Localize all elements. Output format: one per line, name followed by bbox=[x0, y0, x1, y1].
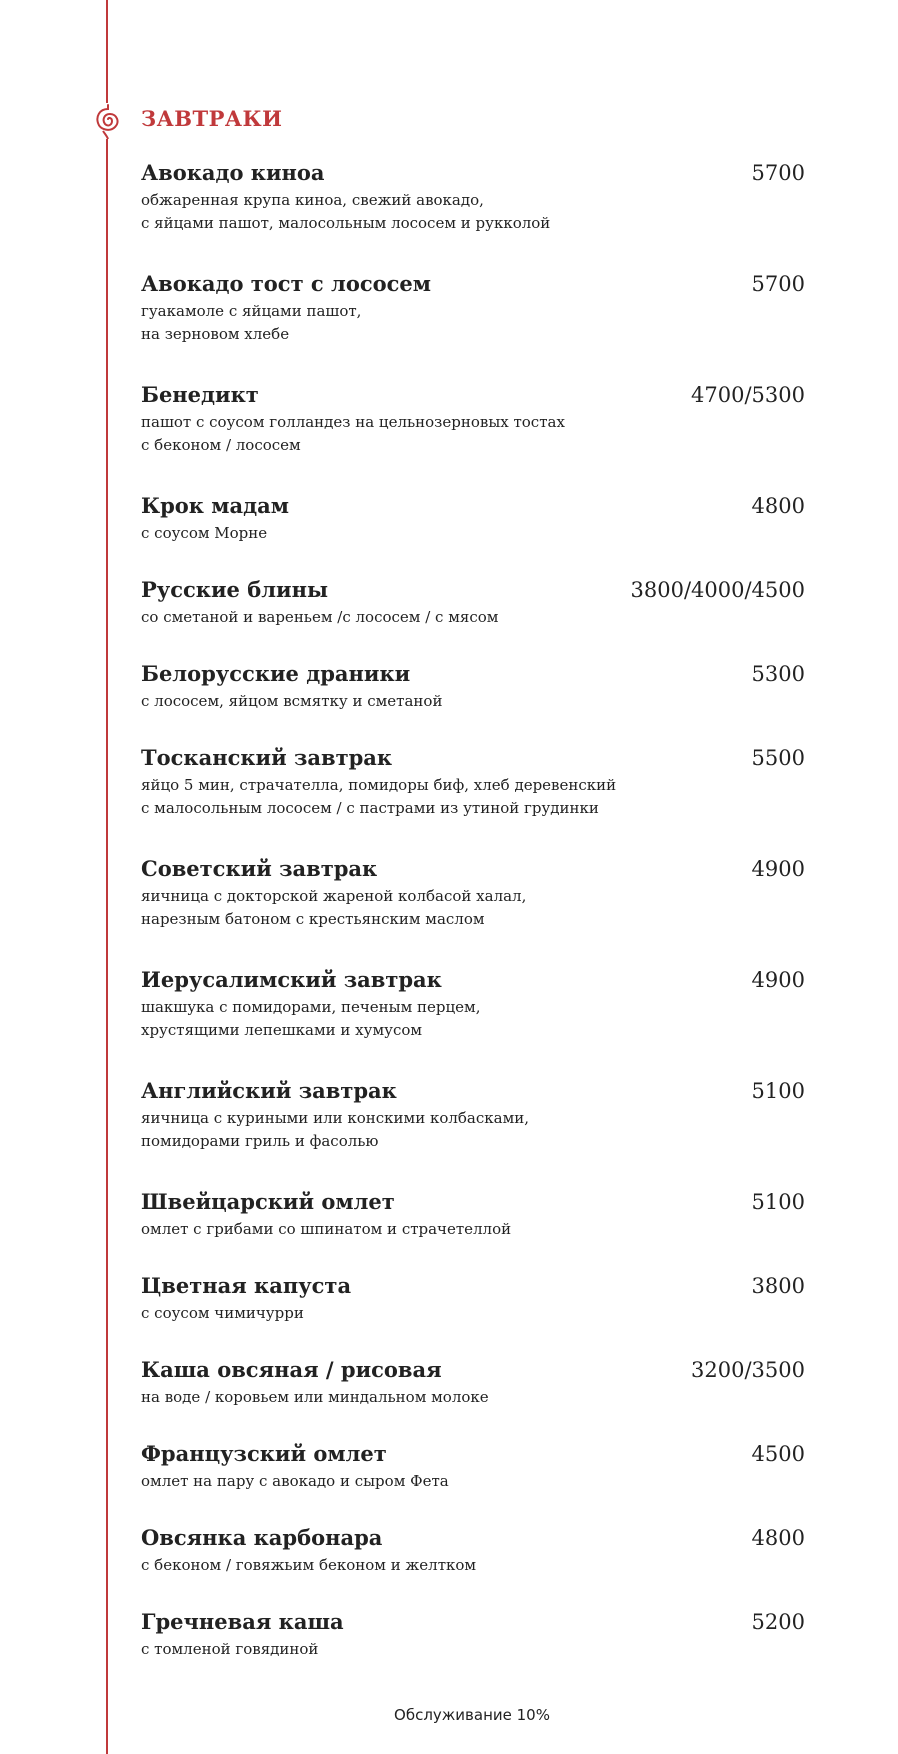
menu-item-header bbox=[141, 577, 805, 606]
menu-item bbox=[141, 856, 805, 931]
menu-item-description-line: яйцо 5 мин, страчателла, помидоры биф, хлеб деревенский bbox=[141, 776, 617, 794]
menu-item-price: 4900 bbox=[751, 857, 805, 881]
menu-item-header bbox=[141, 967, 805, 996]
menu-item bbox=[141, 493, 805, 545]
service-charge-note: Обслуживание 10% bbox=[394, 1706, 550, 1724]
menu-item-name: Авокадо тост с лососем bbox=[141, 271, 432, 296]
menu-item-description-line: с соусом Морне bbox=[141, 524, 268, 542]
decorative-vertical-rule bbox=[106, 0, 108, 1754]
menu-item bbox=[141, 160, 805, 235]
menu-item-header bbox=[141, 1609, 805, 1638]
menu-item-description-line: с малосольным лососем / с пастрами из утиной грудинки bbox=[141, 799, 599, 817]
menu-item-name: Крок мадам bbox=[141, 493, 289, 518]
menu-item-price: 4900 bbox=[751, 968, 805, 992]
menu-item-price: 5700 bbox=[751, 161, 805, 185]
menu-item-description-line: с томленой говядиной bbox=[141, 1640, 319, 1658]
menu-item-description-line: гуакамоле с яйцами пашот, bbox=[141, 302, 362, 320]
menu-item bbox=[141, 1357, 805, 1409]
menu-item bbox=[141, 382, 805, 457]
menu-item-header bbox=[141, 1525, 805, 1554]
menu-item-price: 5200 bbox=[751, 1610, 805, 1634]
menu-item-name: Цветная капуста bbox=[141, 1273, 352, 1298]
menu-item bbox=[141, 661, 805, 713]
menu-item-description bbox=[141, 606, 805, 629]
menu-item bbox=[141, 577, 805, 629]
menu-item-description bbox=[141, 1302, 805, 1325]
menu-item-description-line: на воде / коровьем или миндальном молоке bbox=[141, 1388, 489, 1406]
menu-item bbox=[141, 967, 805, 1042]
menu-item-name: Авокадо киноа bbox=[141, 160, 325, 185]
menu-item-description-line: помидорами гриль и фасолью bbox=[141, 1132, 379, 1150]
menu-item-header bbox=[141, 1357, 805, 1386]
menu-item-price: 5700 bbox=[751, 272, 805, 296]
menu-item-description bbox=[141, 1107, 805, 1153]
menu-item-header bbox=[141, 1078, 805, 1107]
menu-item-name: Английский завтрак bbox=[141, 1078, 397, 1103]
menu-item bbox=[141, 1273, 805, 1325]
menu-item-price: 3200/3500 bbox=[691, 1358, 805, 1382]
menu-item-name: Овсянка карбонара bbox=[141, 1525, 383, 1550]
menu-item-description-line: хрустящими лепешками и хумусом bbox=[141, 1021, 423, 1039]
menu-item-price: 4700/5300 bbox=[691, 383, 805, 407]
menu-item-description bbox=[141, 1554, 805, 1577]
menu-item-description-line: нарезным батоном с крестьянским маслом bbox=[141, 910, 485, 928]
menu-item-price: 3800 bbox=[751, 1274, 805, 1298]
menu-item-description bbox=[141, 774, 805, 820]
menu-item-header bbox=[141, 160, 805, 189]
menu-item-description bbox=[141, 1386, 805, 1409]
menu-item-header bbox=[141, 745, 805, 774]
menu-item bbox=[141, 1078, 805, 1153]
menu-item-description bbox=[141, 1470, 805, 1493]
section-title: ЗАВТРАКИ bbox=[141, 106, 283, 131]
menu-item-description bbox=[141, 1638, 805, 1661]
menu-item-price: 4800 bbox=[751, 1526, 805, 1550]
menu-item bbox=[141, 1189, 805, 1241]
menu-item-price: 5100 bbox=[751, 1190, 805, 1214]
menu-item-header bbox=[141, 1273, 805, 1302]
menu-item-header bbox=[141, 1189, 805, 1218]
menu-item-description bbox=[141, 885, 805, 931]
menu-item-description-line: яичница с докторской жареной колбасой халал, bbox=[141, 887, 527, 905]
menu-item-description-line: с лососем, яйцом всмятку и сметаной bbox=[141, 692, 443, 710]
menu-item-name: Каша овсяная / рисовая bbox=[141, 1357, 442, 1382]
menu-list bbox=[141, 160, 805, 1693]
menu-item-name: Тосканский завтрак bbox=[141, 745, 393, 770]
menu-item-description-line: с беконом / говяжьим беконом и желтком bbox=[141, 1556, 477, 1574]
menu-item-description-line: с соусом чимичурри bbox=[141, 1304, 304, 1322]
menu-item-header bbox=[141, 856, 805, 885]
menu-item-header bbox=[141, 271, 805, 300]
menu-item-description bbox=[141, 996, 805, 1042]
menu-item-description bbox=[141, 690, 805, 713]
menu-item-description-line: шакшука с помидорами, печеным перцем, bbox=[141, 998, 481, 1016]
menu-item-header bbox=[141, 661, 805, 690]
menu-item-price: 5500 bbox=[751, 746, 805, 770]
menu-item-name: Иерусалимский завтрак bbox=[141, 967, 442, 992]
menu-item bbox=[141, 1609, 805, 1661]
menu-item-description-line: обжаренная крупа киноа, свежий авокадо, bbox=[141, 191, 484, 209]
menu-item-name: Гречневая каша bbox=[141, 1609, 344, 1634]
menu-item-description bbox=[141, 522, 805, 545]
menu-item bbox=[141, 271, 805, 346]
menu-item-name: Русские блины bbox=[141, 577, 329, 602]
menu-item-header bbox=[141, 382, 805, 411]
menu-item-price: 4500 bbox=[751, 1442, 805, 1466]
menu-item-price: 5300 bbox=[751, 662, 805, 686]
menu-item-description-line: с яйцами пашот, малосольным лососем и рукколой bbox=[141, 214, 551, 232]
menu-item-name: Советский завтрак bbox=[141, 856, 378, 881]
menu-item-header bbox=[141, 1441, 805, 1470]
menu-item-description-line: яичница с куриными или конскими колбасками, bbox=[141, 1109, 530, 1127]
menu-item-header bbox=[141, 493, 805, 522]
menu-item-description bbox=[141, 1218, 805, 1241]
menu-item-description-line: пашот с соусом голландез на цельнозерновых тостах bbox=[141, 413, 565, 431]
menu-item-price: 5100 bbox=[751, 1079, 805, 1103]
menu-item-name: Швейцарский омлет bbox=[141, 1189, 395, 1214]
menu-item-name: Бенедикт bbox=[141, 382, 259, 407]
menu-item bbox=[141, 1441, 805, 1493]
menu-item-name: Белорусские драники bbox=[141, 661, 411, 686]
menu-item-description-line: со сметаной и вареньем /с лососем / с мясом bbox=[141, 608, 499, 626]
menu-item bbox=[141, 1525, 805, 1577]
menu-item-description bbox=[141, 411, 805, 457]
menu-item-name: Французский омлет bbox=[141, 1441, 387, 1466]
menu-item-price: 4800 bbox=[751, 494, 805, 518]
menu-item-price: 3800/4000/4500 bbox=[630, 578, 805, 602]
menu-item-description-line: на зерновом хлебе bbox=[141, 325, 290, 343]
menu-item-description-line: с беконом / лососем bbox=[141, 436, 301, 454]
menu-item-description bbox=[141, 189, 805, 235]
menu-item-description bbox=[141, 300, 805, 346]
menu-item bbox=[141, 745, 805, 820]
spiral-ornament-icon bbox=[93, 103, 123, 139]
menu-item-description-line: омлет на пару с авокадо и сыром Фета bbox=[141, 1472, 449, 1490]
menu-item-description-line: омлет с грибами со шпинатом и страчетеллой bbox=[141, 1220, 512, 1238]
